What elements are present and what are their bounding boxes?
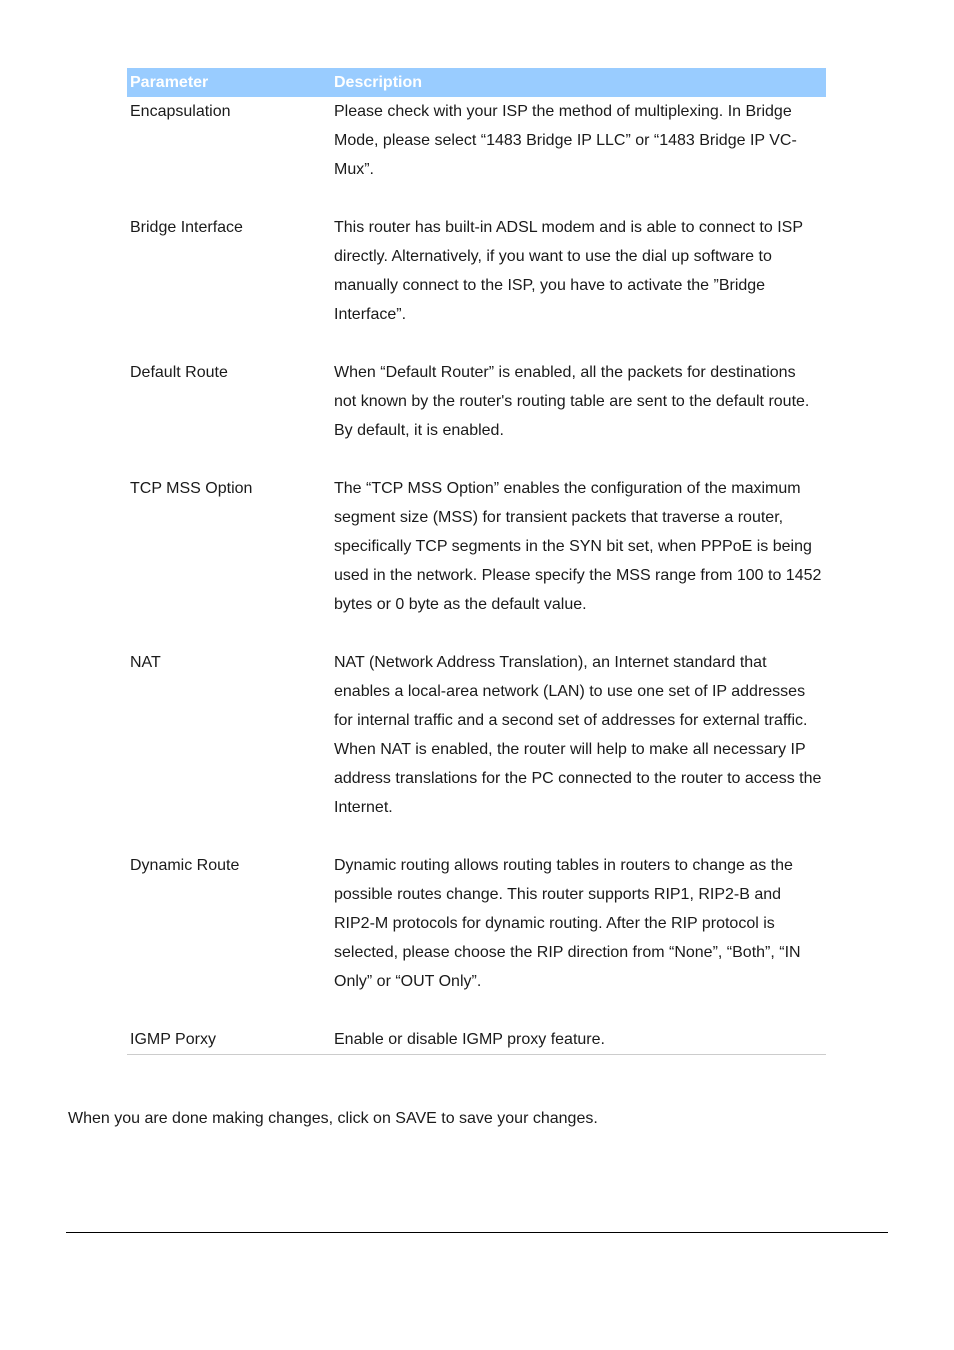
table-header — [127, 68, 826, 97]
save-instruction: When you are done making changes, click on SAVE to save your changes. — [68, 1110, 598, 1127]
row-description: This router has built-in ADSL modem and is able to connect to ISP directly. Alternatively, if you want to use the dial up software to manually connect to the ISP, you have to activate the ”Bridge Interface”. — [334, 219, 803, 323]
row-description: NAT (Network Address Translation), an Internet standard that enables a local-area network (LAN) to use one set of IP addresses for internal traffic and a second set of addresses for external traffic. When NAT is enabled, the router will help to make all necessary IP address translations for the PC connected to the router to access the Internet. — [334, 654, 822, 816]
table-row — [127, 358, 826, 474]
header-parameter: Parameter — [127, 68, 331, 97]
row-parameter: IGMP Porxy — [127, 1025, 331, 1055]
table-header-row — [127, 68, 826, 97]
parameter-table — [127, 68, 826, 1055]
header-description: Description — [331, 68, 826, 97]
row-description: Please check with your ISP the method of multiplexing. In Bridge Mode, please select “1483 Bridge IP LLC” or “1483 Bridge IP VC-Mux”. — [334, 103, 797, 178]
footer-divider — [66, 1232, 888, 1233]
row-description: The “TCP MSS Option” enables the configuration of the maximum segment size (MSS) for transient packets that traverse a router, specifically TCP segments in the SYN bit set, when PPPoE is being used in the network. Please specify the MSS range from 100 to 1452 bytes or 0 byte as the default value. — [334, 480, 822, 613]
row-parameter: TCP MSS Option — [130, 480, 253, 497]
table-row — [127, 474, 826, 648]
row-parameter: Default Route — [130, 364, 228, 381]
table-row — [127, 648, 826, 851]
row-description: When “Default Router” is enabled, all the packets for destinations not known by the router's routing table are sent to the default route. By default, it is enabled. — [334, 364, 810, 439]
table-row — [127, 1025, 826, 1055]
table-body — [127, 97, 826, 1055]
table-row — [127, 97, 826, 213]
row-parameter: Dynamic Route — [130, 857, 240, 874]
row-parameter: Bridge Interface — [130, 219, 243, 236]
table-row — [127, 213, 826, 358]
row-parameter: Encapsulation — [130, 103, 231, 120]
row-description: Enable or disable IGMP proxy feature. — [331, 1025, 826, 1055]
table-row — [127, 851, 826, 1025]
row-description: Dynamic routing allows routing tables in routers to change as the possible routes change. This router supports RIP1, RIP2-B and RIP2-M protocols for dynamic routing. After the RIP protocol is selected, please choose the RIP direction from “None”, “Both”, “IN Only” or “OUT Only”. — [334, 857, 801, 990]
row-parameter: NAT — [130, 654, 161, 671]
